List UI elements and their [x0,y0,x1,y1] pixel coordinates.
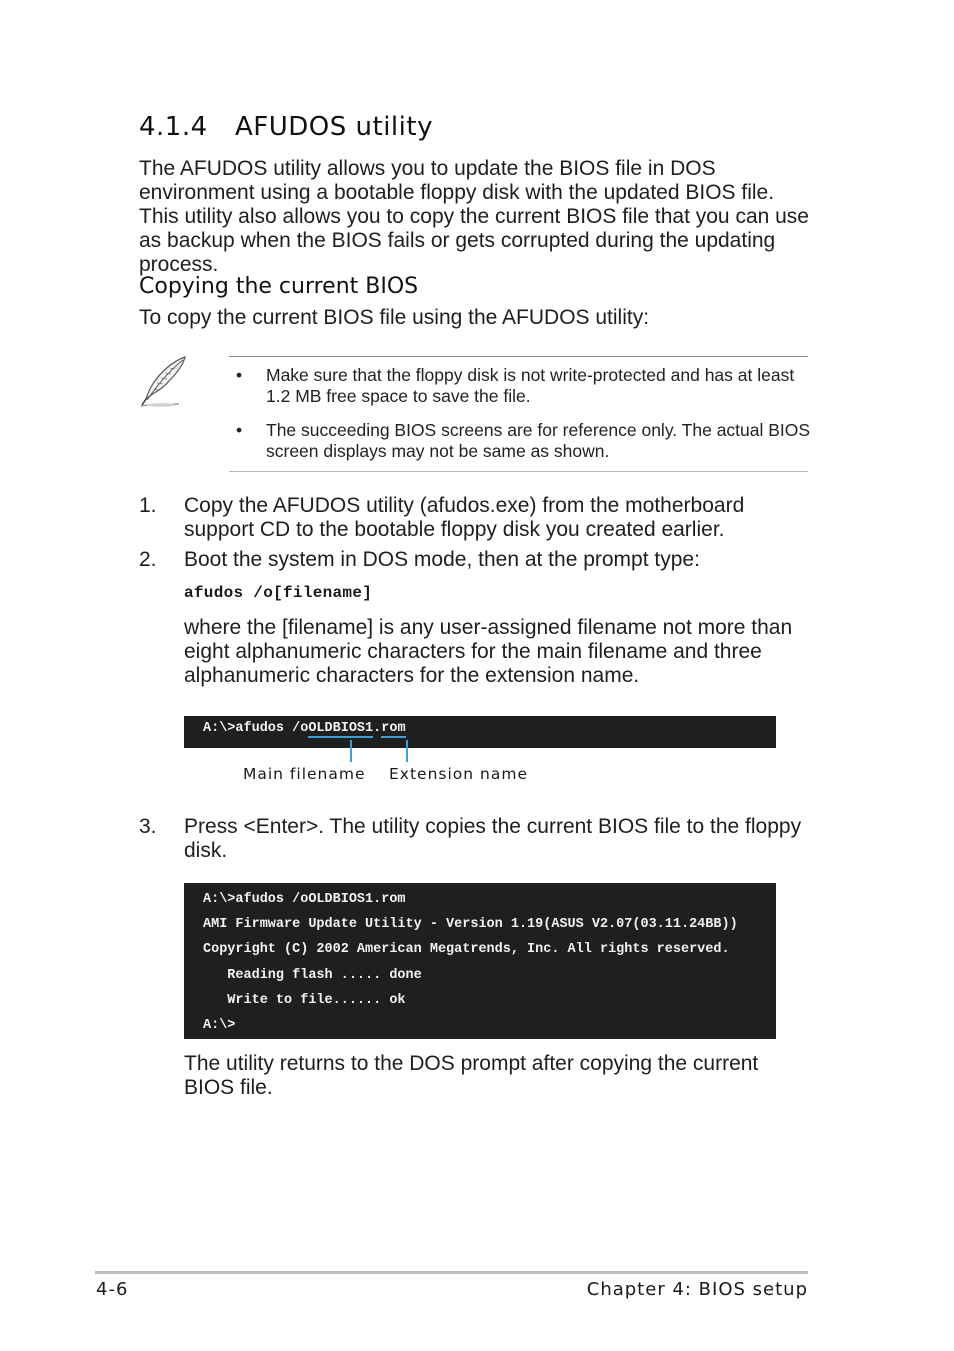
terminal-line: A:\>afudos /oOLDBIOS1.rom [203,892,406,907]
step-item [139,548,819,572]
section-number: 4.1.4 [139,112,208,142]
step-number: 3. [139,815,157,838]
footer-rule [95,1271,808,1274]
extension-name-label: Extension name [389,765,528,783]
step-number: 2. [139,548,157,571]
terminal-line: AMI Firmware Update Utility - Version 1.19(ASUS V2.07(03.11.24BB)) [203,917,738,932]
command-prefix: A:\>afudos /o [203,721,309,736]
main-filename-pointer [350,740,352,762]
terminal-line: Reading flash ..... done [203,968,422,983]
bullet: • [236,365,243,385]
feather-pen-icon [137,353,193,409]
main-filename-label: Main filename [243,765,366,783]
note-item [236,365,816,407]
step-text: Boot the system in DOS mode, then at the prompt type: [184,548,700,571]
note-item-text: Make sure that the floppy disk is not write-protected and has at least 1.2 MB free space to save the file. [266,365,795,406]
terminal-line: A:\> [203,1018,236,1033]
bullet: • [236,420,243,440]
note-top-rule [229,356,808,357]
filename-dot: . [373,721,382,736]
extension-segment: rom [381,721,406,736]
filename-explanation: where the [filename] is any user-assigned filename not more than eight alphanumeric characters for the main filename and three alphanumeric characters for the extension name. [184,616,793,687]
subsection-heading: Copying the current BIOS [139,274,419,299]
example-command-line [203,721,406,736]
terminal-line: Write to file...... ok [203,993,406,1008]
step-text: Press <Enter>. The utility copies the current BIOS file to the floppy disk. [184,815,802,862]
step-item [139,815,819,863]
step-item [139,494,819,542]
main-filename-segment: OLDBIOS1 [308,721,374,736]
terminal-line: Copyright (C) 2002 American Megatrends, Inc. All rights reserved. [203,942,730,957]
output-terminal [184,883,776,1039]
section-title: AFUDOS utility [235,112,433,142]
return-paragraph: The utility returns to the DOS prompt after copying the current BIOS file. [184,1052,759,1099]
step-text: Copy the AFUDOS utility (afudos.exe) from the motherboard support CD to the bootable floppy disk you created earlier. [184,494,745,541]
section-heading [139,112,433,142]
note-item-text: The succeeding BIOS screens are for reference only. The actual BIOS screen displays may not be same as shown. [266,420,811,461]
page-number: 4-6 [96,1279,129,1300]
example-terminal [184,716,776,748]
chapter-title: Chapter 4: BIOS setup [586,1279,808,1300]
note-bottom-rule [229,471,808,472]
intro-paragraph: The AFUDOS utility allows you to update the BIOS file in DOS environment using a bootable floppy disk with the updated BIOS file. This utility also allows you to copy the current BIOS file that you can use as backup when the BIOS fails or gets corrupted during the updating process. [139,157,809,276]
command-example: afudos /o[filename] [184,584,373,602]
copy-intro-paragraph: To copy the current BIOS file using the AFUDOS utility: [139,306,650,329]
note-item [236,420,816,462]
extension-pointer [406,740,408,762]
step-number: 1. [139,494,157,517]
